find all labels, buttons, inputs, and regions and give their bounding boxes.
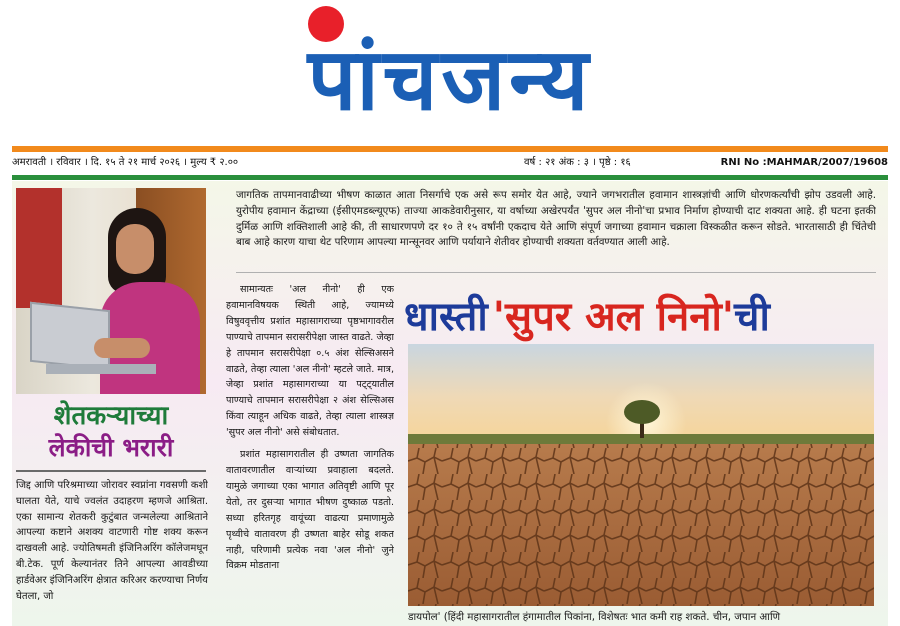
student-photo <box>16 188 206 394</box>
left-headline-line1: शेतकऱ्याच्या <box>53 401 169 431</box>
headline-part-2: 'सुपर अल निनो' <box>492 294 735 340</box>
masthead-divider <box>12 146 888 152</box>
middle-paragraph-1: सामान्यतः 'अल नीनो' ही एक हवामानविषयक स्थिती आहे, ज्यामध्ये विषुववृत्तीय प्रशांत महासागराच्या पृष्ठभागावरील पाण्याचे तापमान सरासरीपेक्षा जास्त वाढते. जेव्हा हे तापमान सरासरीपेक्षा ०.५ अंश सेल्सिअसने वाढते, तेव्हा त्याला 'अल नीनो' म्हटले जाते. मात्र, जेव्हा प्रशांत महासागराच्या या पट्ट्यातील पाण्याचे तापमान सरासरीपेक्षा २ अंश सेल्सिअस किंवा त्याहून अधिक वाढते, तेव्हा त्याला शास्त्रज्ञ 'सुपर अल नीनो' असे संबोधतात. <box>226 284 394 439</box>
dateline <box>12 153 888 173</box>
main-headline <box>404 290 880 344</box>
headline-part-3: ची <box>734 294 770 340</box>
dateline-date: अमरावती । रविवार । दि. १५ ते २१ मार्च २०२६ । मुल्य ₹ २.०० <box>12 157 239 168</box>
dateline-rni: RNI No :MAHMAR/2007/19608 <box>720 157 888 168</box>
newspaper-title: पांचजन्य <box>307 30 593 130</box>
face-shape <box>116 224 154 274</box>
arm-shape <box>94 338 150 358</box>
curtain-shape <box>16 188 62 308</box>
intro-paragraph: जागतिक तापमानवाढीच्या भीषण काळात आता निसर्गाचे एक असे रूप समोर येत आहे, ज्याने जगभरातील हवामान शास्त्रज्ञांची आणि धोरणकर्त्यांची झोप उडवली आहे. युरोपीय हवामान केंद्राच्या (ईसीएमडब्ल्यूएफ) ताज्या आकडेवारीनुसार, या वर्षाच्या अखेरपर्यंत 'सुपर अल नीनो'चा प्रभाव निर्माण होण्याची दाट शक्यता आहे. ही घटना इतकी दुर्मिळ आणि शक्तिशाली आहे की, ती साधारणपणे दर १० ते १५ वर्षांनी एकदाच येते आणि संपूर्ण जगाच्या हवामान चक्राला विस्कळीत करून सोडते. भारतासाठी ही चिंतेची बाब आहे कारण याचा थेट परिणाम आपल्या मान्सूनवर आणि पर्यायाने शेतीवर होण्याची शक्यता वर्तवण्यात आली आहे. <box>236 189 876 249</box>
ground-cracks <box>408 444 874 606</box>
masthead <box>0 0 900 148</box>
left-story-headline <box>16 400 206 464</box>
continued-text: डायपोल' (हिंदी महासागरातील हंगामातील पिकांना, विशेषतः भात कमी राह शकते. चीन, जपान आणि <box>408 611 781 623</box>
headline-part-1: धास्ती <box>404 294 488 340</box>
left-story-divider <box>16 470 206 472</box>
drought-photo <box>408 344 874 606</box>
laptop-base <box>46 364 156 374</box>
laptop-icon <box>30 302 110 370</box>
dateline-issue: वर्ष : २१ अंक : ३ । पृष्ठे : १६ <box>524 157 631 168</box>
left-headline-line2: लेकीची भरारी <box>48 433 174 462</box>
middle-paragraph-2: प्रशांत महासागरातील ही उष्णता जागतिक वातावरणातील वाऱ्यांच्या प्रवाहाला बदलते. यामुळे जगाच्या एका भागात अतिवृष्टी आणि पूर येतो, तर दुसऱ्या भागात भीषण दुष्काळ पडतो. सध्या हरितगृह वायूंच्या वाढत्या प्रमाणामुळे पृथ्वीचे वातावरण ही उष्णता बाहेर सोडू शकत नाही, परिणामी प्रत्येक नवा 'अल नीनो' जुने विक्रम मोडताना <box>226 449 394 572</box>
drought-landscape-svg <box>408 344 874 606</box>
middle-column <box>226 282 394 626</box>
left-story-body: जिद्द आणि परिश्रमाच्या जोरावर स्वप्नांना गवसणी कशी घालता येते, याचे ज्वलंत उदाहरण म्हणजे आश्रिता. एका सामान्य शेतकरी कुटुंबात जन्मलेल्या आश्रिताने आपल्या कष्टाने अशक्य वाटणारी गोष्ट शक्य करून दाखवली आहे. ज्योतिषमती इंजिनिअरिंग कॉलेजमधून बी.टेक. पूर्ण केल्यानंतर तिने आपल्या आवडीच्या हार्डवेअर इंजिनिअरिंग क्षेत्रात करिअर करण्याचा निर्णय घेतला, जो <box>16 480 208 602</box>
intro-divider <box>236 272 876 273</box>
dateline-divider <box>12 175 888 180</box>
